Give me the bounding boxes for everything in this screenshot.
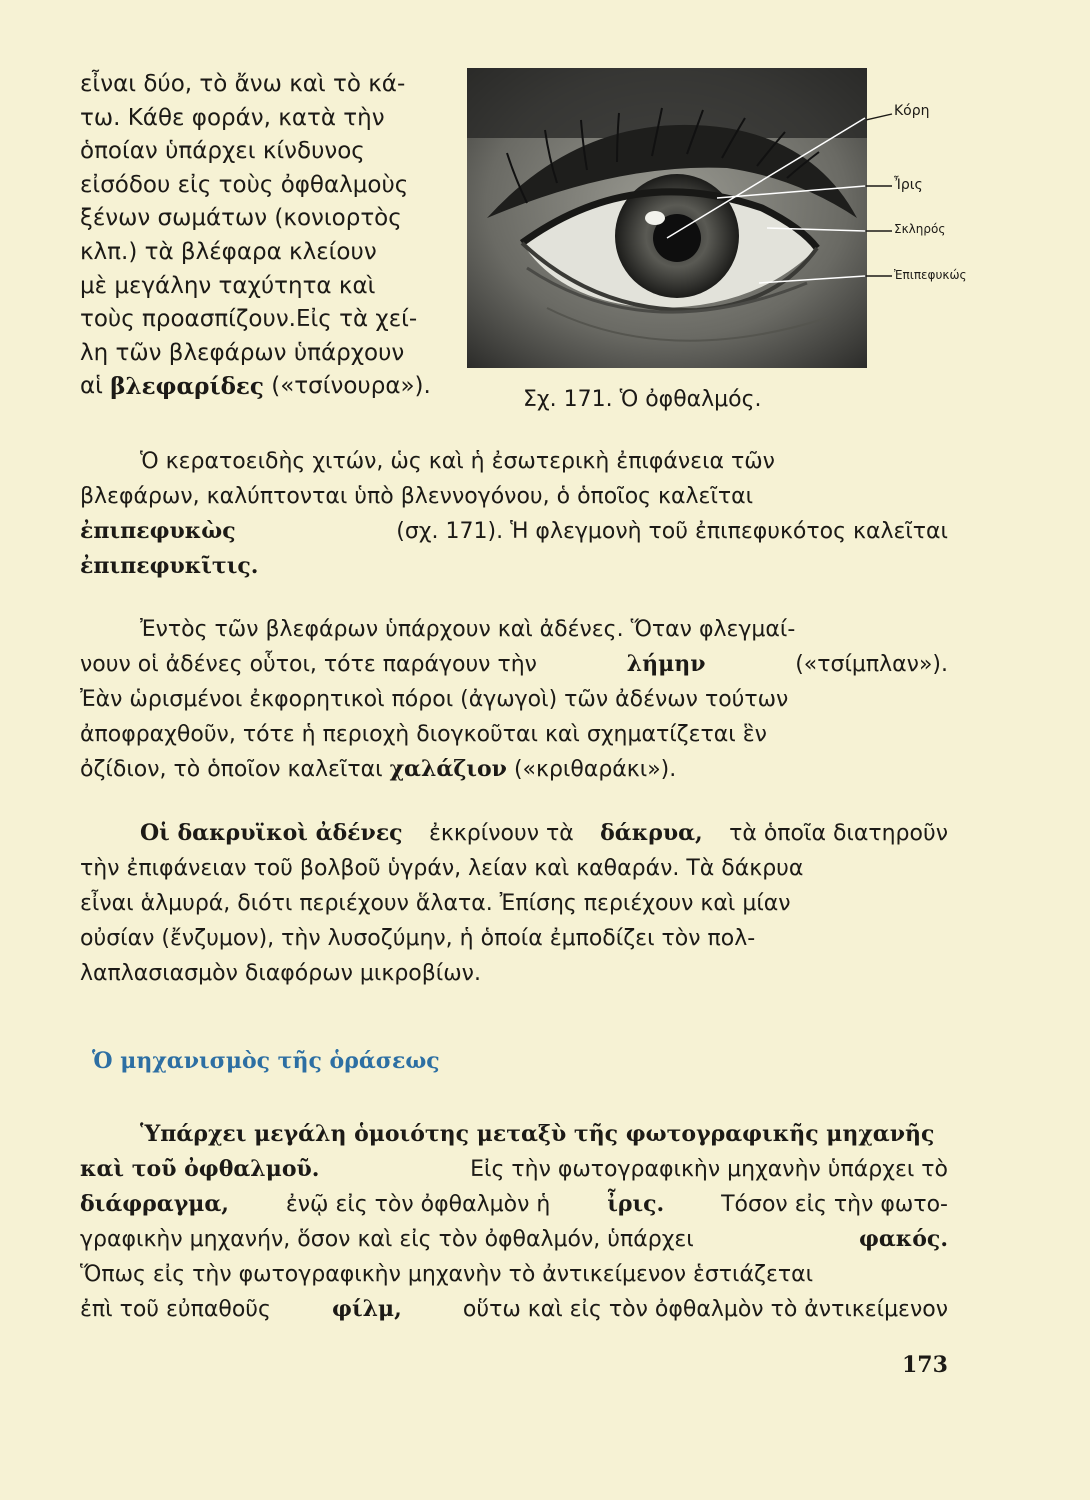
text-line: ἀποφραχθοῦν, τότε ἡ περιοχὴ διογκοῦται καὶ σχηματίζεται ἓν bbox=[80, 722, 767, 747]
text-line: βλεφάρων, καλύπτονται ὑπὸ βλεννογόνου, ὁ ὁποῖος καλεῖται bbox=[80, 484, 754, 509]
text-span: οὕτω καὶ εἰς τὸν ὀφθαλμὸν τὸ ἀντικείμενον bbox=[462, 1297, 948, 1322]
text-span: Τόσον εἰς τὴν φωτο- bbox=[721, 1192, 948, 1217]
text-line: Ἐντὸς τῶν βλεφάρων ὑπάρχουν καὶ ἀδένες. Ὅταν φλεγμαί- bbox=[140, 617, 796, 642]
bold-term: δάκρυα, bbox=[600, 820, 703, 846]
text-line bbox=[80, 647, 948, 682]
text-line: Ὅπως εἰς τὴν φωτογραφικὴν μηχανὴν τὸ ἀντικείμενον ἑστιάζεται bbox=[80, 1262, 814, 1287]
text-line: ὁποίαν ὑπάρχει κίνδυνος bbox=[80, 138, 365, 165]
text-line: τὴν ἐπιφάνειαν τοῦ βολβοῦ ὑγράν, λείαν καὶ καθαράν. Τὰ δάκρυα bbox=[80, 856, 804, 881]
text-line bbox=[80, 816, 948, 851]
text-line: Ἐὰν ὡρισμένοι ἐκφορητικοὶ πόροι (ἀγωγοὶ) τῶν ἀδένων τούτων bbox=[80, 687, 789, 712]
bold-term: λήμην bbox=[626, 651, 706, 677]
paragraph-glands bbox=[80, 612, 948, 787]
text-line bbox=[80, 752, 948, 787]
text-line: τω. Κάθε φοράν, κατὰ τὴν bbox=[80, 104, 385, 131]
bold-term: ἐπιπεφυκῖτις. bbox=[80, 553, 259, 579]
paragraph-conjunctiva bbox=[80, 444, 948, 584]
text-span: ἐκκρίνουν τὰ bbox=[428, 821, 574, 846]
text-line: κλπ.) τὰ βλέφαρα κλείουν bbox=[80, 238, 377, 265]
label-conjunctiva: Ἐπιπεφυκώς bbox=[894, 268, 967, 282]
label-leader-lines bbox=[866, 110, 896, 290]
eye-photo bbox=[467, 68, 867, 368]
text-line bbox=[80, 1187, 948, 1222]
text-span: («τσίμπλαν»). bbox=[795, 652, 948, 677]
paragraph-vision-mechanism bbox=[80, 1117, 948, 1327]
text-line bbox=[80, 514, 948, 549]
text-line: λαπλασιασμὸν διαφόρων μικροβίων. bbox=[80, 961, 481, 986]
section-heading: Ὁ μηχανισμὸς τῆς ὁράσεως bbox=[92, 1048, 440, 1074]
text-span: (σχ. 171). Ἡ φλεγμονὴ τοῦ ἐπιπεφυκότος καλεῖται bbox=[396, 519, 948, 544]
text-line: οὐσίαν (ἔνζυμον), τὴν λυσοζύμην, ἡ ὁποία ἐμποδίζει τὸν πολ- bbox=[80, 926, 756, 951]
text-line: μὲ μεγάλην ταχύτητα καὶ bbox=[80, 272, 376, 299]
text-span: Εἰς τὴν φωτογραφικὴν μηχανὴν ὑπάρχει τὸ bbox=[470, 1157, 948, 1182]
bold-term: φακός. bbox=[858, 1226, 948, 1252]
text-span: νουν οἱ ἀδένες οὗτοι, τότε παράγουν τὴν bbox=[80, 652, 537, 677]
page-number: 173 bbox=[902, 1352, 948, 1378]
text-line: εἰσόδου εἰς τοὺς ὀφθαλμοὺς bbox=[80, 171, 409, 198]
text-line: λη τῶν βλεφάρων ὑπάρχουν bbox=[80, 339, 405, 366]
text-span: ὀζίδιον, τὸ ὁποῖον καλεῖται bbox=[80, 757, 383, 782]
text-line bbox=[80, 1222, 948, 1257]
figure-caption: Σχ. 171. Ὁ ὀφθαλμός. bbox=[523, 387, 762, 412]
text-line: ξένων σωμάτων (κονιορτὸς bbox=[80, 205, 402, 232]
bold-term: φίλμ, bbox=[332, 1296, 402, 1322]
text-span: («κριθαράκι»). bbox=[513, 757, 677, 782]
text-span: γραφικὴν μηχανήν, ὅσον καὶ εἰς τὸν ὀφθαλμόν, ὑπάρχει bbox=[80, 1227, 694, 1252]
bold-term: διάφραγμα, bbox=[80, 1191, 229, 1217]
text-line bbox=[80, 1152, 948, 1187]
bold-term: Ὑπάρχει μεγάλη ὁμοιότης μεταξὺ τῆς φωτογραφικῆς μηχανῆς bbox=[140, 1121, 935, 1147]
text-line bbox=[80, 1292, 948, 1327]
text-line bbox=[80, 370, 455, 404]
text-span: ἐνῷ εἰς τὸν ὀφθαλμὸν ἡ bbox=[285, 1192, 551, 1217]
text-span: τὰ ὁποῖα διατηροῦν bbox=[729, 821, 948, 846]
text-span: ἐπὶ τοῦ εὐπαθοῦς bbox=[80, 1297, 271, 1322]
text-line: τοὺς προασπίζουν.Εἰς τὰ χεί- bbox=[80, 306, 418, 333]
bold-term: βλεφαρίδες bbox=[110, 373, 264, 401]
text-span: («τσίνουρα»). bbox=[271, 373, 431, 400]
paragraph-tears bbox=[80, 816, 948, 991]
eye-figure bbox=[467, 68, 867, 368]
bold-term: ἶρις. bbox=[607, 1191, 665, 1217]
text-span: αἱ bbox=[80, 373, 103, 400]
bold-term: Οἱ δακρυϊκοὶ ἀδένες bbox=[140, 820, 403, 846]
bold-term: χαλάζιον bbox=[389, 756, 507, 782]
label-iris: Ἶρις bbox=[894, 177, 923, 193]
label-sclera: Σκληρός bbox=[894, 222, 946, 236]
text-line bbox=[80, 1117, 948, 1152]
text-line: εἶναι ἁλμυρά, διότι περιέχουν ἅλατα. Ἐπίσης περιέχουν καὶ μίαν bbox=[80, 891, 791, 916]
text-line: εἶναι δύο, τὸ ἄνω καὶ τὸ κά- bbox=[80, 71, 406, 97]
label-pupil: Κόρη bbox=[894, 103, 930, 119]
text-line bbox=[80, 549, 948, 584]
text-line: Ὁ κερατοειδὴς χιτών, ὡς καὶ ἡ ἐσωτερικὴ ἐπιφάνεια τῶν bbox=[140, 449, 775, 474]
intro-text-column bbox=[80, 68, 455, 404]
bold-term: ἐπιπεφυκὼς bbox=[80, 518, 236, 544]
bold-term: καὶ τοῦ ὀφθαλμοῦ. bbox=[80, 1156, 320, 1182]
